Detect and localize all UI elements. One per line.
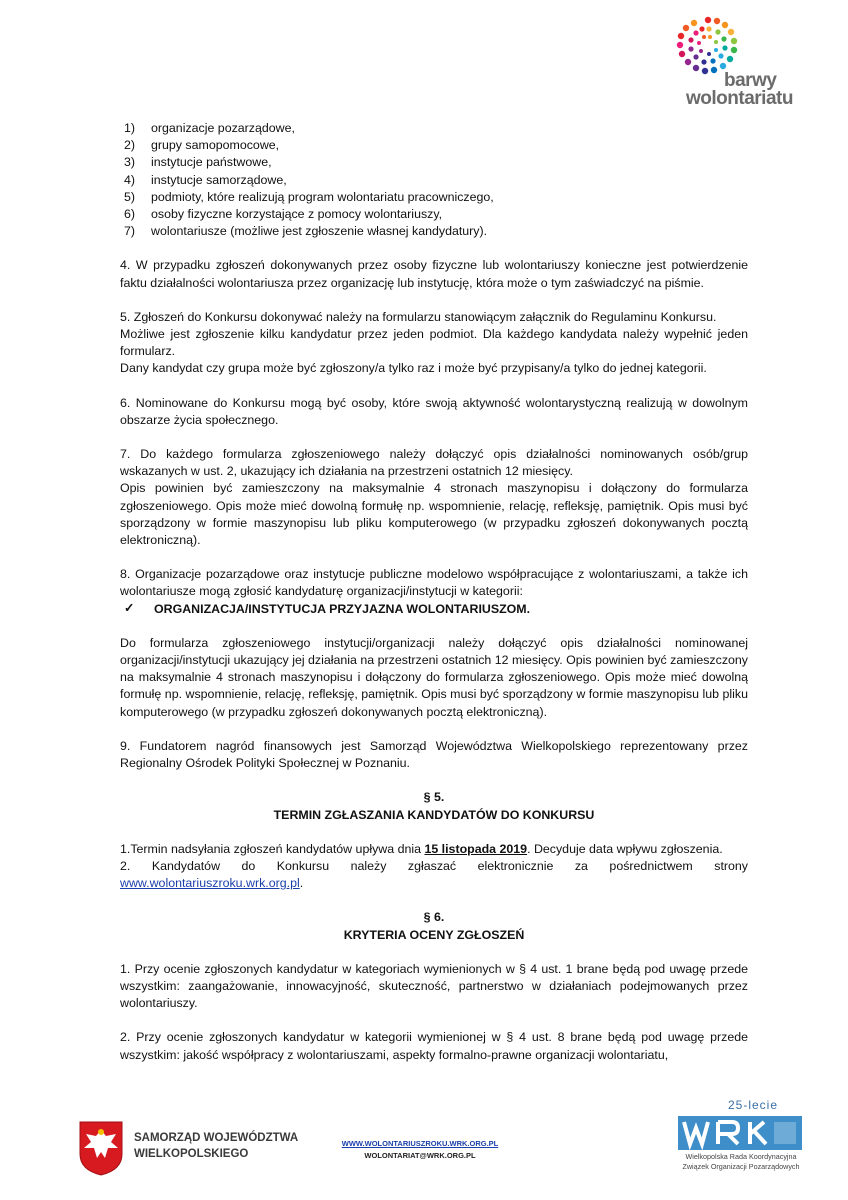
paragraph-9: 9. Fundatorem nagród finansowych jest Samorząd Województwa Wielkopolskiego reprezentowany przez Regionalny Ośrodek Polityki Społecznej w Poznaniu. (120, 738, 748, 771)
wrk-anniversary: 25-lecie (728, 1098, 779, 1112)
section-5-point-2 (120, 858, 748, 892)
paragraph-7-line-b: Opis powinien być zamieszczony na maksymalnie 4 stronach maszynopisu i dołączony do formularza zgłoszeniowego. Opis może mieć dowolną formułę np. wspomnienie, relację, refleksję, pamiętnik. Opis musi być sporządzony w formie maszynopisu lub pliku komputerowego (w przypadku zgłoszeń dokonywanych pocztą elektroniczną). (120, 481, 748, 548)
list-item-number: 3) (124, 155, 136, 170)
document-body (120, 120, 748, 1081)
deadline-date: 15 listopada 2019 (424, 841, 528, 856)
checkmark-icon: ✓ (124, 600, 135, 615)
list-item-text: podmioty, które realizują program wolontariatu pracowniczego, (151, 189, 494, 204)
paragraph-5 (120, 309, 748, 378)
eagle-crest-icon (78, 1120, 124, 1176)
paragraph-8: 8. Organizacje pozarządowe oraz instytucje publiczne modelowo współpracujące z wolontariuszami, a także ich wolontariusze mogą zgłosić kandydaturę organizacji/instytucji w kategorii: (120, 567, 748, 599)
paragraph-5-line-a: 5. Zgłoszeń do Konkursu dokonywać należy na formularzu stanowiącym załącznik do Regulaminu Konkursu. (120, 309, 717, 324)
barwy-wolontariatu-logo (664, 14, 796, 109)
list-item-text: instytucje państwowe, (151, 155, 272, 170)
list-item-number: 5) (124, 189, 136, 204)
list-item-text: organizacje pozarządowe, (151, 121, 295, 135)
paragraph-7 (120, 446, 748, 549)
section-5-title: TERMIN ZGŁASZANIA KANDYDATÓW DO KONKURSU (273, 807, 595, 822)
submission-text-end: . (299, 876, 304, 891)
submission-text: 2. Kandydatów do Konkursu należy zgłaszać elektronicznie za pośrednictwem strony (120, 858, 748, 873)
eligible-entities-list (120, 120, 748, 240)
samorzad-line-1: SAMORZĄD WOJEWÓDZTWA (134, 1132, 299, 1144)
list-item (120, 154, 748, 171)
list-item (120, 137, 748, 154)
list-item-text: grupy samopomocowe, (151, 138, 280, 153)
section-6-point-1: 1. Przy ocenie zgłoszonych kandydatur w kategoriach wymienionych w § 4 ust. 1 brane będą pod uwagę przede wszystkim: zaangażowanie, innowacyjność, skuteczność, partnerstwo w działaniach podejmowanych przez wolontariuszy. (120, 961, 748, 1011)
list-item (120, 172, 748, 189)
wrk-caption-line-2: Związek Organizacji Pozarządowych (682, 1162, 800, 1171)
section-6-title: KRYTERIA OCENY ZGŁOSZEŃ (343, 927, 525, 942)
samorzad-line-2: WIELKOPOLSKIEGO (134, 1148, 249, 1160)
list-item (120, 189, 748, 206)
deadline-text-end: . Decyduje data wpływu zgłoszenia. (527, 841, 723, 856)
paragraph-4: 4. W przypadku zgłoszeń dokonywanych przez osoby fizyczne lub wolontariuszy konieczne jest potwierdzenie faktu działalności wolontariusza przez organizację lub instytucję, która może o tym zaświadczyć na piśmie. (120, 258, 748, 290)
list-item (120, 223, 748, 240)
contest-website-link[interactable]: www.wolontariuszroku.wrk.org.pl (120, 876, 300, 891)
wrk-mark-icon (678, 1116, 802, 1150)
samorzad-logo (78, 1118, 299, 1178)
paragraph-8b: Do formularza zgłoszeniowego instytucji/organizacji należy dołączyć opis działalności nominowanej organizacji/instytucji ukazujący jej działania na przestrzeni ostatnich 12 miesięcy. Opis powinien być zamieszczony na maksymalnie 4 stronach maszynopisu i dołączony do formularza zgłoszeniowego. Opis może mieć dowolną formułę np. wspomnienie, relację, refleksję, pamiętnik. Opis musi być sporządzony w formie maszynopisu lub pliku komputerowego (w przypadku zgłoszeń dokonywanych pocztą elektroniczną). (120, 635, 748, 719)
list-item-number: 1) (124, 121, 136, 135)
deadline-text: 1.Termin nadsyłania zgłoszeń kandydatów upływa dnia (120, 841, 425, 856)
paragraph-5-line-b: Możliwe jest zgłoszenie kilku kandydatur przez jeden podmiot. Dla każdego kandydata należy wypełnić jeden formularz. (120, 327, 748, 359)
paragraph-6: 6. Nominowane do Konkursu mogą być osoby, które swoją aktywność wolontarystyczną realizują w dowolnym obszarze życia społecznego. (120, 395, 748, 427)
section-5-body (120, 841, 748, 893)
list-item (120, 120, 748, 137)
paragraph-5-line-c: Dany kandydat czy grupa może być zgłoszony/a tylko raz i może być przypisany/a tylko do jednej kategorii. (120, 361, 707, 376)
paragraph-7-line-a: 7. Do każdego formularza zgłoszeniowego należy dołączyć opis działalności nominowanych osób/grup wskazanych w ust. 2, ukazujący ich działania na przestrzeni ostatnich 12 miesięcy. (120, 447, 748, 479)
footer-contacts (300, 1138, 540, 1162)
list-item-text: osoby fizyczne korzystające z pomocy wolontariuszy, (151, 207, 443, 222)
category-checkbox-item (120, 601, 748, 618)
section-6-number: § 6. (423, 910, 445, 925)
logo-word-wolontariatu: wolontariatu (686, 88, 793, 109)
list-item-number: 6) (124, 207, 136, 222)
logo-word-barwy: barwy (724, 70, 777, 91)
footer-website-link[interactable]: WWW.WOLONTARIUSZROKU.WRK.ORG.PL (341, 1139, 499, 1148)
category-label: ORGANIZACJA/INSTYTUCJA PRZYJAZNA WOLONTARIUSZOM. (154, 601, 531, 616)
section-5-point-1 (120, 841, 748, 858)
list-item-text: instytucje samorządowe, (151, 172, 287, 187)
wrk-logo (672, 1098, 812, 1178)
list-item-text: wolontariusze (możliwe jest zgłoszenie własnej kandydatury). (151, 224, 488, 239)
list-item-number: 2) (124, 138, 136, 153)
list-item-number: 7) (124, 224, 136, 239)
wrk-caption-line-1: Wielkopolska Rada Koordynacyjna (685, 1152, 797, 1161)
list-item (120, 206, 748, 223)
list-item-number: 4) (124, 172, 136, 187)
section-5-number: § 5. (423, 790, 445, 805)
footer-email: WOLONTARIAT@WRK.ORG.PL (364, 1151, 476, 1160)
section-6-point-2: 2. Przy ocenie zgłoszonych kandydatur w kategorii wymienionej w § 4 ust. 8 brane będą pod uwagę przede wszystkim: jakość współpracy z wolontariuszami, aspekty formalno-prawne organizacji wolontariatu, (120, 1030, 748, 1062)
